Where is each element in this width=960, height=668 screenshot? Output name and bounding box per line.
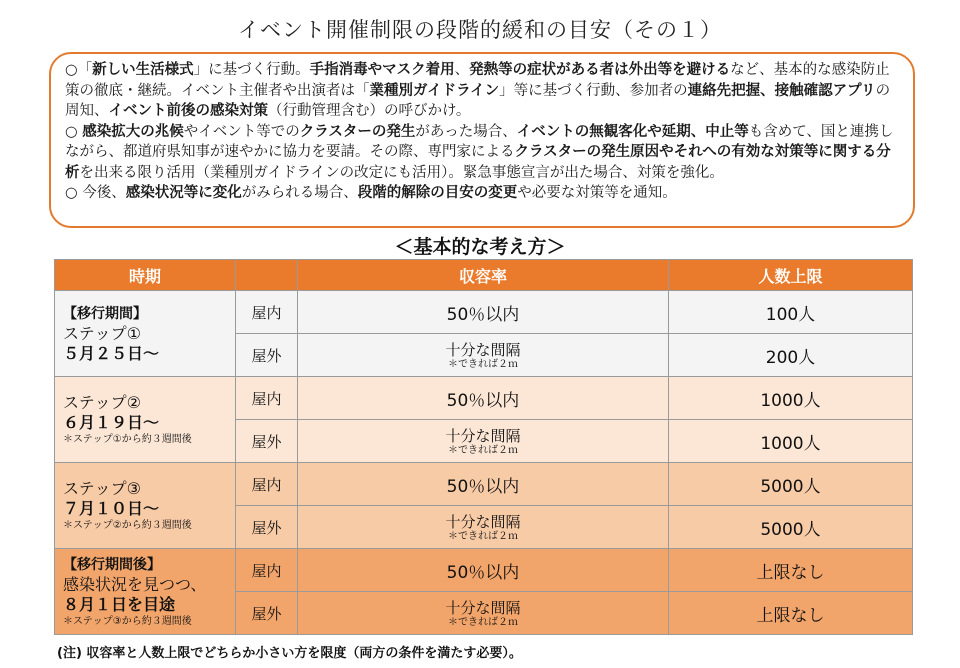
period-tag: 【移行期間】 — [63, 305, 147, 322]
section-heading: ＜基本的な考え方＞ — [394, 236, 566, 258]
rate-text: 十分な間隔 — [445, 426, 521, 445]
period-note: ＊ステップ①から約３週間後 — [63, 434, 192, 445]
rate-cell — [298, 420, 669, 463]
header-period: 時期 — [55, 260, 236, 291]
place-cell: 屋内 — [236, 549, 298, 592]
period-cell — [55, 291, 236, 377]
notice-emphasis: 連絡先把握、接触確認アプリ — [687, 82, 876, 99]
notice-text: 、 — [454, 62, 470, 78]
rate-text: 十分な間隔 — [445, 598, 521, 617]
header-rate: 収容率 — [298, 260, 669, 291]
notice-text: など、基本的な感染防止策の徹底・継続。イベント主催者や出演者は「 — [65, 62, 890, 99]
notice-text: の周知、 — [65, 82, 891, 119]
period-date: ８月１日を目途 — [63, 595, 176, 614]
period-date: ５月２５日～ — [63, 343, 160, 363]
notice-item-3 — [65, 183, 899, 204]
rate-note: ＊できれば２ｍ — [448, 616, 518, 628]
place-cell: 屋内 — [236, 291, 298, 334]
notice-text: 」に基づく行動。 — [193, 62, 310, 78]
notice-emphasis: 発熱等の症状がある者は外出等を避ける — [469, 62, 731, 78]
limit-cell: 上限なし — [669, 592, 913, 635]
notice-item-1 — [65, 60, 899, 122]
notice-emphasis: 段階的解除の目安の変更 — [357, 185, 518, 201]
period-date: ６月１９日～ — [63, 413, 160, 432]
rate-cell: 50％以内 — [298, 291, 669, 334]
rate-note: ＊できれば２ｍ — [448, 444, 518, 456]
notice-box — [49, 52, 915, 228]
place-cell: 屋内 — [236, 463, 298, 506]
page-title: イベント開催制限の段階的緩和の目安（その１） — [238, 18, 722, 42]
table-row — [55, 377, 913, 420]
rate-cell — [298, 592, 669, 635]
limit-cell: 上限なし — [669, 549, 913, 592]
limit-cell: 1000人 — [669, 420, 913, 463]
limit-cell: 5000人 — [669, 463, 913, 506]
notice-emphasis: イベントの無観客化や延期、中止等 — [516, 123, 749, 140]
notice-emphasis: クラスターの発生原因やそれへの有効な対策等に関する分析 — [65, 144, 891, 181]
rate-note: ＊できれば２ｍ — [448, 530, 518, 542]
rate-cell: 50％以内 — [298, 549, 669, 592]
header-limit: 人数上限 — [669, 260, 913, 291]
period-step: ステップ③ — [63, 479, 142, 498]
limit-cell: 1000人 — [669, 377, 913, 420]
notice-text: やイベント等での — [183, 123, 300, 140]
notice-emphasis: 感染状況等に変化 — [125, 185, 242, 201]
notice-text: や必要な対策等を通知。 — [517, 185, 677, 201]
period-note: ＊ステップ②から約３週間後 — [63, 520, 192, 531]
rate-text: 十分な間隔 — [445, 512, 521, 531]
footnote: (注) 収容率と人数上限でどちらか小さい方を限度（両方の条件を満たす必要）。 — [57, 646, 522, 661]
notice-text: を出来る限り活用（業種別ガイドラインの改定にも活用）。緊急事態宣言が出た場合、対策を強化。 — [79, 164, 724, 181]
notice-emphasis: イベント前後の感染対策 — [108, 103, 268, 119]
limit-cell: 200人 — [669, 334, 913, 377]
period-step: ステップ① — [63, 323, 142, 343]
notice-text: ○「 — [65, 62, 93, 78]
rate-cell: 50％以内 — [298, 463, 669, 506]
notice-emphasis: クラスターの発生 — [299, 123, 416, 140]
table-row — [55, 291, 913, 334]
period-tag: 【移行期間後】 — [63, 557, 161, 573]
place-cell: 屋外 — [236, 592, 298, 635]
notice-emphasis: 感染拡大の兆候 — [82, 123, 184, 140]
rate-cell — [298, 506, 669, 549]
table-row — [55, 549, 913, 592]
table-row — [55, 463, 913, 506]
period-step: 感染状況を見つつ、 — [63, 575, 207, 594]
notice-text: ○ 今後、 — [65, 185, 126, 201]
rate-note: ＊できれば２ｍ — [448, 358, 518, 370]
place-cell: 屋外 — [236, 506, 298, 549]
notice-emphasis: 業種別ガイドライン — [369, 82, 500, 99]
header-spacer — [236, 260, 298, 291]
limit-cell: 5000人 — [669, 506, 913, 549]
notice-text: （行動管理含む）の呼びかけ。 — [268, 103, 471, 119]
notice-text: がみられる場合、 — [241, 185, 358, 201]
place-cell: 屋外 — [236, 334, 298, 377]
period-date: ７月１０日～ — [63, 499, 160, 518]
restriction-table — [54, 259, 913, 635]
period-cell — [55, 463, 236, 549]
notice-text: も含めて、国と連携しながら、都道府県知事が速やかに協力を要請。その際、専門家による — [65, 123, 894, 160]
limit-cell: 100人 — [669, 291, 913, 334]
table-header-row — [55, 260, 913, 291]
notice-item-2 — [65, 122, 899, 184]
rate-text: 十分な間隔 — [445, 340, 521, 359]
notice-emphasis: 新しい生活様式 — [92, 62, 194, 78]
place-cell: 屋外 — [236, 420, 298, 463]
place-cell: 屋内 — [236, 377, 298, 420]
period-step: ステップ② — [63, 393, 142, 412]
period-cell — [55, 549, 236, 635]
notice-text: 」等に基づく行動、参加者の — [499, 82, 688, 99]
notice-text: があった場合、 — [415, 123, 517, 140]
rate-cell — [298, 334, 669, 377]
period-note: ＊ステップ③から約３週間後 — [63, 616, 192, 627]
notice-text: ○ — [65, 123, 83, 140]
period-cell — [55, 377, 236, 463]
notice-emphasis: 手指消毒やマスク着用 — [309, 62, 455, 78]
rate-cell: 50％以内 — [298, 377, 669, 420]
